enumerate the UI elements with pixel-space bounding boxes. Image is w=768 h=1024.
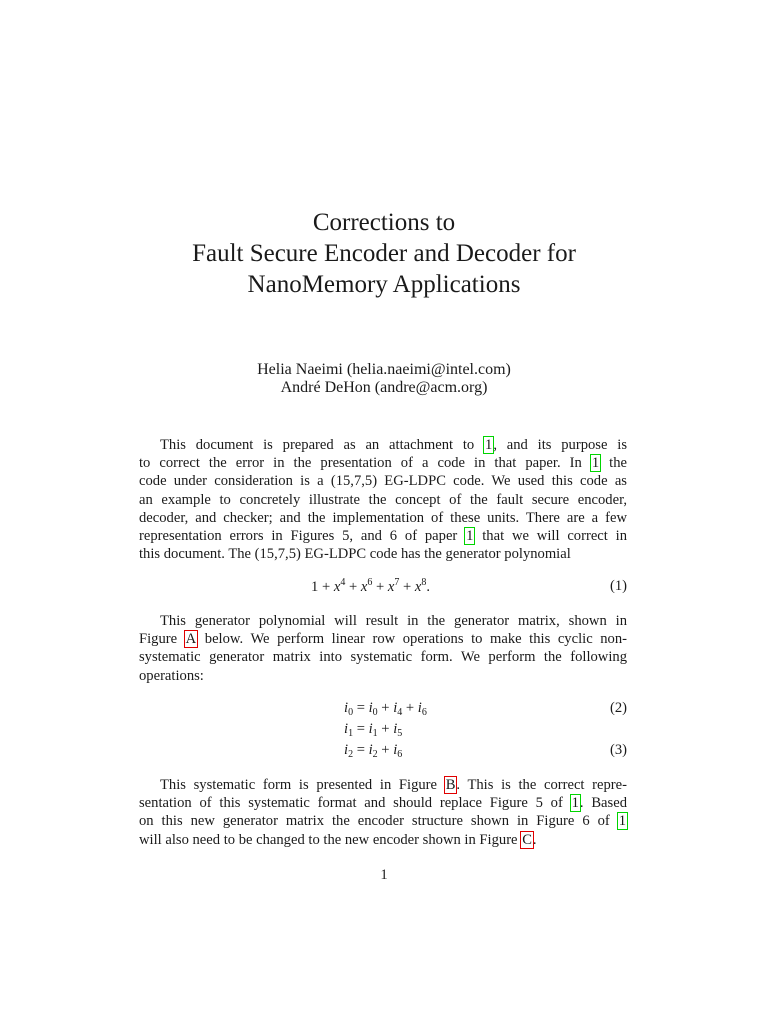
paragraph-intro bbox=[139, 436, 627, 563]
text-span: the bbox=[600, 455, 627, 472]
text-line: this document. The (15,7,5) EG-LDPC code has the generator polynomial bbox=[139, 546, 571, 563]
figure-ref-link[interactable]: B bbox=[445, 777, 456, 793]
text-span: below. We perform linear row operations to make this cyclic non- bbox=[197, 631, 627, 648]
citation-link[interactable]: 1 bbox=[618, 813, 626, 830]
text-span: , and its purpose is bbox=[493, 437, 627, 453]
text-line bbox=[139, 794, 627, 812]
text-line: decoder, and checker; and the implementation of these units. There are a few bbox=[139, 509, 627, 526]
text-line bbox=[139, 436, 627, 454]
text-line bbox=[139, 812, 627, 830]
equation-row-op-2: $i_2 = i_2 + i_6$ bbox=[344, 742, 403, 760]
text-span: will also need to be changed to the new encoder shown in Figure bbox=[139, 831, 522, 848]
figure-ref-link[interactable]: C bbox=[522, 831, 532, 848]
title-line-1: Corrections to bbox=[312, 209, 456, 236]
text-span: representation errors in Figures 5, and 6 of paper bbox=[139, 528, 466, 545]
equation-generator-polynomial: $1 + x^4 + x^6 + x^7 + x^8$. bbox=[311, 577, 431, 595]
text-line: systematic generator matrix into systematic form. We perform the following bbox=[139, 649, 627, 666]
equation-row-op-0: $i_0 = i_0 + i_4 + i_6$ bbox=[344, 700, 427, 718]
page-number: 1 bbox=[380, 867, 388, 883]
text-line bbox=[139, 776, 627, 794]
text-line: code under consideration is a (15,7,5) EG-LDPC code. We used this code as bbox=[139, 473, 627, 490]
title-line-3: NanoMemory Applications bbox=[247, 271, 521, 298]
text-span: that we will correct in bbox=[474, 528, 627, 545]
text-span: on this new generator matrix the encoder structure shown in Figure 6 of bbox=[139, 813, 618, 830]
paper-title bbox=[0, 207, 768, 300]
equation-row-op-1: $i_1 = i_1 + i_5$ bbox=[344, 721, 403, 739]
text-span: This systematic form is presented in Figure bbox=[160, 777, 445, 793]
author-1: Helia Naeimi (helia.naeimi@intel.com) bbox=[257, 361, 511, 378]
text-span: to correct the error in the presentation of a code in that paper. In bbox=[139, 455, 591, 472]
equation-number: (2) bbox=[609, 700, 627, 716]
text-span: This document is prepared as an attachment to bbox=[160, 437, 485, 453]
equation-number: (3) bbox=[609, 742, 627, 758]
citation-link[interactable]: 1 bbox=[571, 795, 579, 812]
text-line: operations: bbox=[139, 667, 204, 684]
text-line: an example to concretely illustrate the concept of the fault secure encoder, bbox=[139, 491, 627, 508]
title-line-2: Fault Secure Encoder and Decoder for bbox=[192, 240, 576, 267]
citation-link[interactable]: 1 bbox=[466, 528, 474, 545]
figure-ref-link[interactable]: A bbox=[185, 631, 197, 648]
text-span: sentation of this systematic format and should replace Figure 5 of bbox=[139, 795, 571, 812]
text-span: . bbox=[532, 831, 537, 848]
text-line bbox=[139, 630, 627, 648]
citation-link[interactable]: 1 bbox=[591, 455, 600, 472]
text-span: . This is the correct repre- bbox=[456, 777, 627, 793]
paragraph-systematic-form bbox=[139, 776, 627, 849]
text-line bbox=[139, 454, 627, 472]
citation-link[interactable]: 1 bbox=[485, 437, 493, 453]
author-block bbox=[0, 361, 768, 397]
text-line bbox=[139, 831, 627, 849]
text-span: . Based bbox=[579, 795, 627, 812]
equation-number: (1) bbox=[609, 578, 627, 594]
author-2: André DeHon (andre@acm.org) bbox=[280, 379, 488, 396]
text-span: Figure bbox=[139, 631, 185, 648]
paragraph-generator-matrix bbox=[139, 612, 627, 685]
text-line: This generator polynomial will result in the generator matrix, shown in bbox=[160, 613, 627, 629]
text-line bbox=[139, 527, 627, 545]
